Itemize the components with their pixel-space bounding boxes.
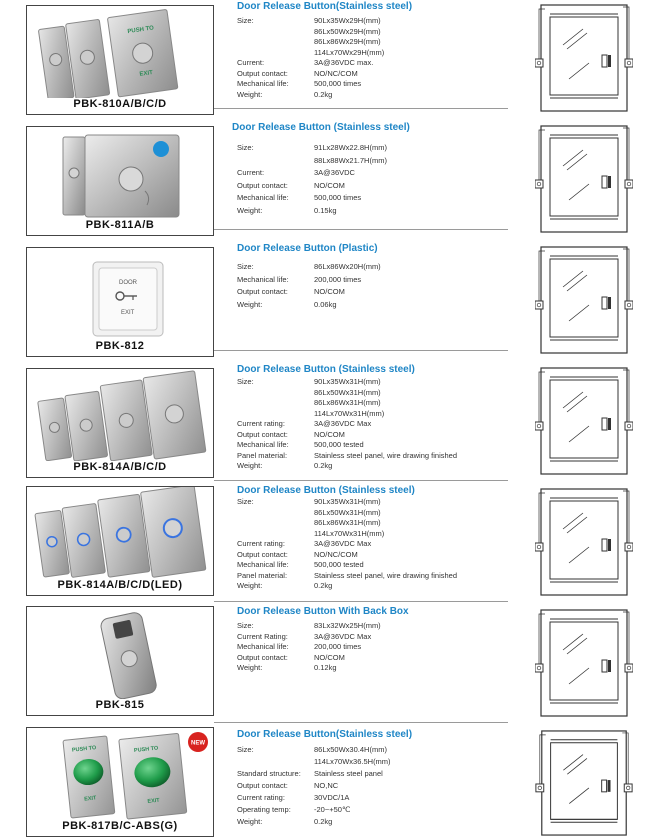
spec-key: Weight:	[237, 581, 263, 590]
glass-reflection	[567, 275, 587, 291]
spec-value: 0.2kg	[314, 817, 333, 826]
button-photo-814-led	[27, 487, 214, 579]
wire	[623, 491, 629, 543]
spec-key: Mechanical life:	[237, 560, 289, 569]
spec-key: Output contact:	[237, 549, 288, 559]
glass-reflection	[567, 396, 587, 412]
spec-key: Output contact:	[237, 180, 288, 190]
spec-value: 114Lx70Wx36.5H(mm)	[314, 757, 391, 766]
wire	[623, 612, 629, 664]
spec-value: NO/COM	[314, 180, 345, 190]
spec-value: 0.06kg	[314, 299, 337, 309]
spec-value: 86Lx86Wx20H(mm)	[314, 262, 381, 271]
door-installation-diagram	[535, 487, 633, 597]
model-number: PBK-815	[95, 699, 145, 711]
glass-reflection	[567, 154, 587, 170]
button-photo-810	[27, 6, 214, 98]
door-installation-diagram	[535, 245, 633, 355]
spec-value: 90Lx35Wx29H(mm)	[314, 16, 381, 25]
push-to-label: PUSH TO	[71, 745, 97, 754]
wire	[539, 493, 545, 543]
spec-value: 0.2kg	[314, 581, 333, 590]
wall-button-right	[625, 664, 633, 672]
wall-button-left	[535, 180, 543, 188]
spec-key: Panel material:	[237, 450, 288, 460]
product-image-panel	[26, 727, 214, 837]
wall-button-left	[535, 301, 543, 309]
door-lock	[608, 780, 611, 792]
spec-value: 86Lx50Wx31H(mm)	[314, 507, 381, 517]
spec-key: Output contact:	[237, 781, 288, 790]
model-number: PBK-817B/C-ABS(G)	[62, 820, 178, 832]
spec-key: Output contact:	[237, 287, 288, 296]
button-photo-812	[27, 248, 214, 340]
exit-label: EXIT	[83, 795, 97, 803]
wire	[539, 251, 545, 301]
door-handle	[602, 780, 607, 792]
spec-key: Current:	[237, 168, 265, 177]
model-number: PBK-814A/B/C/D	[73, 461, 167, 473]
wire	[540, 735, 546, 784]
spec-value: Stainless steel panel, wire drawing finished	[314, 570, 457, 580]
spec-key: Mechanical life:	[237, 440, 289, 449]
door-handle	[602, 418, 607, 430]
door-glass	[550, 138, 618, 216]
spec-key: Panel material:	[237, 570, 288, 580]
spec-value: 500,000 times	[314, 193, 362, 202]
wire	[539, 372, 545, 422]
spec-value: 114Lx70Wx29H(mm)	[314, 47, 385, 57]
wall-button-right	[625, 543, 633, 551]
door-handle	[602, 176, 607, 188]
spec-key: Mechanical life:	[237, 79, 289, 88]
wall-button-left	[535, 664, 543, 672]
product-row-812	[0, 242, 655, 360]
door-glass	[550, 501, 618, 579]
door-lock	[608, 539, 611, 551]
spec-value: 30VDC/1A	[314, 793, 350, 802]
divider-line	[214, 350, 508, 351]
spec-key: Standard structure:	[237, 769, 301, 778]
spec-key: Weight:	[237, 299, 263, 309]
wire	[539, 9, 545, 59]
spec-key: Current rating:	[237, 539, 285, 548]
door-installation-diagram	[535, 608, 633, 718]
product-title: Door Release Button(Stainless steel)	[237, 729, 413, 740]
product-image-panel	[26, 486, 214, 596]
divider-line	[214, 229, 508, 230]
button-photo-811	[27, 127, 214, 219]
svg-text:NEW: NEW	[191, 740, 205, 747]
product-row-817	[0, 726, 655, 839]
spec-key: Output contact:	[237, 429, 288, 439]
door-label: DOOR	[119, 280, 137, 286]
spec-value: 83Lx32Wx25H(mm)	[314, 621, 381, 630]
door-lock	[608, 297, 611, 309]
spec-value: -20~+50℃	[314, 805, 351, 814]
glass-reflection	[569, 426, 589, 442]
product-image-panel	[26, 247, 214, 357]
spec-value: Stainless steel panel, wire drawing finished	[314, 450, 457, 460]
spec-value: 3A@36VDC max.	[314, 58, 374, 67]
spec-value: NO/COM	[314, 429, 345, 439]
spec-value: 200,000 times	[314, 274, 362, 284]
spec-value: 500,000 tested	[314, 440, 364, 449]
spec-key: Operating temp:	[237, 805, 291, 814]
model-number: PBK-814A/B/C/D(LED)	[57, 579, 183, 591]
spec-value: 3A@36VDC Max	[314, 419, 372, 428]
glass-reflection	[567, 33, 587, 49]
door-handle	[602, 660, 607, 672]
wall-button-right	[625, 59, 633, 67]
spec-key: Weight:	[237, 205, 263, 215]
wall-button-right	[625, 180, 633, 188]
door-glass	[550, 259, 618, 337]
product-row-814-led	[0, 484, 655, 602]
wire	[539, 614, 545, 664]
product-row-814	[0, 363, 655, 481]
spec-key: Mechanical life:	[237, 642, 289, 651]
wire	[623, 7, 629, 59]
spec-key: Size:	[237, 497, 254, 506]
glass-reflection	[569, 305, 589, 321]
spec-value: 86Lx50Wx30.4H(mm)	[314, 745, 387, 754]
glass-reflection	[563, 271, 583, 287]
product-row-811	[0, 121, 655, 239]
spec-value: 3A@36VDC	[314, 168, 355, 177]
glass-reflection	[563, 513, 583, 529]
button-photo-814	[27, 369, 214, 461]
wire	[539, 130, 545, 180]
divider-line	[214, 480, 508, 481]
spec-key: Mechanical life:	[237, 274, 289, 284]
door-glass	[551, 743, 618, 820]
spec-value: 86Lx86Wx29H(mm)	[314, 37, 381, 46]
spec-key: Size:	[237, 16, 254, 25]
model-number: PBK-810A/B/C/D	[73, 98, 167, 110]
new-badge	[188, 732, 208, 752]
glass-reflection	[567, 758, 587, 774]
spec-value: 500,000 tested	[314, 560, 364, 569]
spec-value: NO/NC/COM	[314, 549, 358, 559]
spec-value: 3A@36VDC Max	[314, 539, 372, 548]
glass-reflection	[567, 517, 587, 533]
exit-label: EXIT	[121, 310, 135, 316]
door-installation-diagram	[535, 366, 633, 476]
glass-reflection	[563, 29, 583, 45]
glass-reflection	[563, 150, 583, 166]
spec-key: Weight:	[237, 89, 263, 99]
wall-button-right	[625, 301, 633, 309]
door-lock	[608, 176, 611, 188]
spec-key: Output contact:	[237, 68, 288, 78]
glass-reflection	[569, 788, 589, 804]
wall-button-left	[535, 543, 543, 551]
glass-reflection	[569, 184, 589, 200]
spec-key: Current rating:	[237, 793, 285, 802]
glass-reflection	[569, 547, 589, 563]
spec-value: 0.2kg	[314, 461, 333, 470]
door-installation-diagram	[535, 3, 633, 113]
spec-value: 0.12kg	[314, 663, 337, 672]
wall-button-left	[535, 422, 543, 430]
spec-key: Current:	[237, 58, 265, 67]
spec-key: Weight:	[237, 817, 263, 826]
spec-key: Current rating:	[237, 419, 285, 428]
door-glass	[550, 622, 618, 700]
door-handle	[602, 55, 607, 67]
wire	[622, 733, 628, 784]
product-image-panel	[26, 5, 214, 115]
spec-value: NO/NC/COM	[314, 68, 358, 78]
product-image-panel	[26, 368, 214, 478]
glass-reflection	[563, 392, 583, 408]
spec-value: 86Lx86Wx31H(mm)	[314, 398, 381, 407]
spec-key: Size:	[237, 745, 254, 754]
door-lock	[608, 55, 611, 67]
spec-value: NO/COM	[314, 287, 345, 296]
door-handle	[602, 297, 607, 309]
spec-value: 114Lx70Wx31H(mm)	[314, 408, 385, 418]
spec-value: 86Lx50Wx29H(mm)	[314, 26, 381, 36]
spec-value: 91Lx28Wx22.8H(mm)	[314, 143, 387, 152]
wire	[623, 370, 629, 422]
door-lock	[608, 418, 611, 430]
button-photo-815	[27, 607, 214, 699]
spec-value: 86Lx86Wx31H(mm)	[314, 518, 381, 527]
spec-value: 200,000 times	[314, 642, 362, 651]
spec-value: 500,000 times	[314, 79, 362, 88]
spec-value: 86Lx50Wx31H(mm)	[314, 387, 381, 397]
spec-key: Output contact:	[237, 652, 288, 662]
glass-reflection	[567, 638, 587, 654]
door-handle	[602, 539, 607, 551]
product-title: Door Release Button (Stainless steel)	[237, 485, 415, 496]
glass-reflection	[569, 63, 589, 79]
spec-value: 0.2kg	[314, 89, 333, 99]
spec-value: NO,NC	[314, 781, 339, 790]
glass-reflection	[563, 634, 583, 650]
spec-key: Size:	[237, 377, 254, 386]
spec-value: 114Lx70Wx31H(mm)	[314, 528, 385, 538]
button-photo-817	[27, 728, 214, 820]
wall-button-left	[535, 59, 543, 67]
exit-label: EXIT	[139, 69, 154, 78]
divider-line	[214, 601, 508, 602]
exit-label: EXIT	[147, 797, 160, 805]
door-glass	[550, 17, 618, 95]
push-to-label: PUSH TO	[133, 745, 159, 755]
spec-key: Size:	[237, 143, 254, 152]
spec-value: NO/COM	[314, 652, 345, 662]
glass-reflection	[569, 668, 589, 684]
spec-value: 3A@36VDC Max	[314, 631, 372, 641]
spec-key: Weight:	[237, 663, 263, 672]
spec-key: Size:	[237, 621, 254, 630]
model-number: PBK-812	[95, 340, 145, 352]
spec-value: 90Lx35Wx31H(mm)	[314, 497, 381, 506]
product-title: Door Release Button (Plastic)	[237, 243, 378, 254]
product-title: Door Release Button(Stainless steel)	[237, 1, 413, 12]
wall-button-right	[624, 784, 632, 792]
product-row-815	[0, 605, 655, 723]
spec-key: Current Rating:	[237, 631, 288, 641]
door-installation-diagram	[535, 124, 633, 234]
wire	[623, 249, 629, 301]
spec-key: Mechanical life:	[237, 193, 289, 202]
door-installation-diagram	[535, 729, 633, 837]
spec-key: Size:	[237, 262, 254, 271]
divider-line	[214, 722, 508, 723]
product-title: Door Release Button (Stainless steel)	[237, 364, 415, 375]
wall-button-right	[625, 422, 633, 430]
spec-value: 90Lx35Wx31H(mm)	[314, 377, 381, 386]
push-to-label: PUSH TO	[127, 25, 155, 36]
spec-key: Weight:	[237, 461, 263, 470]
product-image-panel	[26, 606, 214, 716]
spec-value: Stainless steel panel	[314, 769, 383, 778]
wire	[623, 128, 629, 180]
spec-value: 0.15kg	[314, 205, 337, 215]
wall-button-left	[536, 784, 544, 792]
model-number: PBK-811A/B	[85, 219, 155, 231]
door-lock	[608, 660, 611, 672]
spec-value: 88Lx88Wx21.7H(mm)	[314, 155, 387, 165]
divider-line	[214, 108, 508, 109]
product-title: Door Release Button With Back Box	[237, 606, 409, 617]
product-image-panel	[26, 126, 214, 236]
door-glass	[550, 380, 618, 458]
product-title: Door Release Button (Stainless steel)	[232, 122, 410, 133]
glass-reflection	[563, 755, 583, 771]
product-row-810	[0, 0, 655, 118]
